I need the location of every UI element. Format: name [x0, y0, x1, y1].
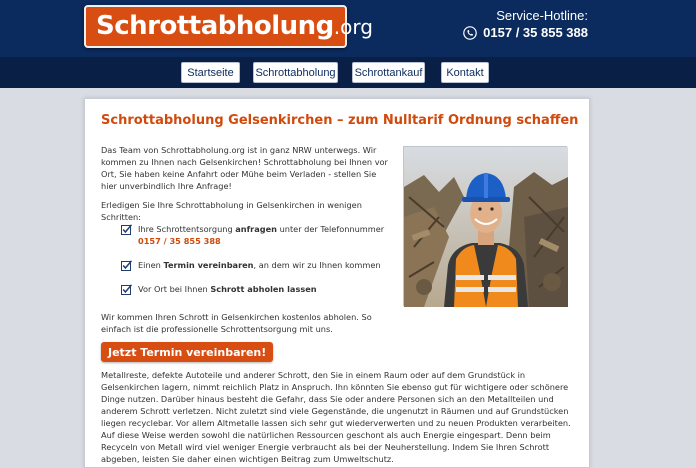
step-text-before: Ihre Schrottentsorgung	[138, 224, 236, 234]
nav-item-schrottabholung[interactable]: Schrottabholung	[253, 62, 338, 83]
outro-text: Wir kommen Ihren Schrott in Gelsenkirchen kostenlos abholen. So einfach ist die professionelle Schrottentsorgung mit uns.	[101, 312, 372, 334]
step-text	[138, 259, 381, 271]
step-text-after: , an dem wir zu Ihnen kommen	[253, 260, 381, 270]
site-header	[0, 0, 696, 57]
nav-item-kontakt[interactable]: Kontakt	[441, 62, 489, 83]
logo-text	[96, 11, 373, 41]
step-text-after: unter der Telefonnummer	[276, 224, 385, 234]
phone-icon	[463, 26, 477, 40]
intro-text: Das Team von Schrottabholung.org ist in ganz NRW unterwegs. Wir kommen zu Ihnen nach Gelsenkirchen! Schrottabholung bei Ihnen vor Ort, Sie haben keine Anfahrt oder Mühe beim Verladen - stellen Sie hier unverbindlich Ihre Anfrage!	[101, 145, 388, 191]
logo-suffix: .org	[333, 15, 373, 39]
hotline-number: 0157 / 35 855 388	[483, 25, 588, 40]
step-item	[121, 223, 384, 247]
step-phone-number[interactable]: 0157 / 35 855 388	[138, 236, 221, 246]
hotline-number-row[interactable]	[463, 25, 588, 40]
service-hotline	[463, 8, 588, 40]
check-icon	[121, 284, 132, 295]
check-icon	[121, 224, 132, 235]
logo-main: Schrottabholung	[96, 11, 334, 41]
steps-lead-text: Erledigen Sie Ihre Schrottabholung in Gelsenkirchen in wenigen Schritten:	[101, 200, 362, 222]
step-text-bold: Termin vereinbaren	[163, 260, 254, 270]
step-item	[121, 283, 317, 295]
body-text: Metallreste, defekte Autoteile und anderer Schrott, den Sie in einem Raum oder auf dem Grundstück in Gelsenkirchen lagern, nimmt reichlich Platz in Anspruch. Ihn könnten Sie ebenso gut für wichtigere oder schönere Dinge nutzen. Darüber hinaus besteht die Gefahr, dass Sie oder andere Personen sich an den Metallteilen und anderem Schrott verletzen. Nicht zuletzt sind viele Gegenstände, die ungenutzt in Räumen und auf Grundstücken liegen recyclebar. Vor allem Altmetalle lassen sich sehr gut wiederverwerten und zu neuen Produkten verarbeiten. Auf diese Weise werden sowohl die natürlichen Ressourcen geschont als auch Energie eingespart. Denn beim Recyceln von Metall wird viel weniger Energie verbraucht als bei der Neuherstellung. Indem Sie Ihren Schrott abgeben, leisten Sie daher einen wichtigen Beitrag zum Umweltschutz.	[101, 370, 571, 464]
check-icon	[121, 260, 132, 271]
site-logo[interactable]	[84, 5, 373, 48]
step-text-before: Vor Ort bei Ihnen	[138, 284, 211, 294]
main-nav	[0, 57, 696, 88]
content-card	[84, 98, 590, 468]
step-text	[138, 223, 384, 247]
nav-item-schrottankauf[interactable]: Schrottankauf	[352, 62, 425, 83]
page-title: Schrottabholung Gelsenkirchen – zum Nulltarif Ordnung schaffen	[101, 113, 579, 128]
nav-item-startseite[interactable]: Startseite	[181, 62, 240, 83]
step-text-bold: anfragen	[235, 224, 277, 234]
step-text-before: Einen	[138, 260, 164, 270]
worker-photo	[403, 146, 567, 306]
step-text-bold: Schrott abholen lassen	[210, 284, 317, 294]
step-item	[121, 259, 381, 271]
step-text	[138, 283, 317, 295]
book-appointment-button[interactable]: Jetzt Termin vereinbaren!	[101, 342, 273, 362]
hotline-label: Service-Hotline:	[496, 8, 588, 23]
worker-photo-illustration	[404, 147, 568, 307]
